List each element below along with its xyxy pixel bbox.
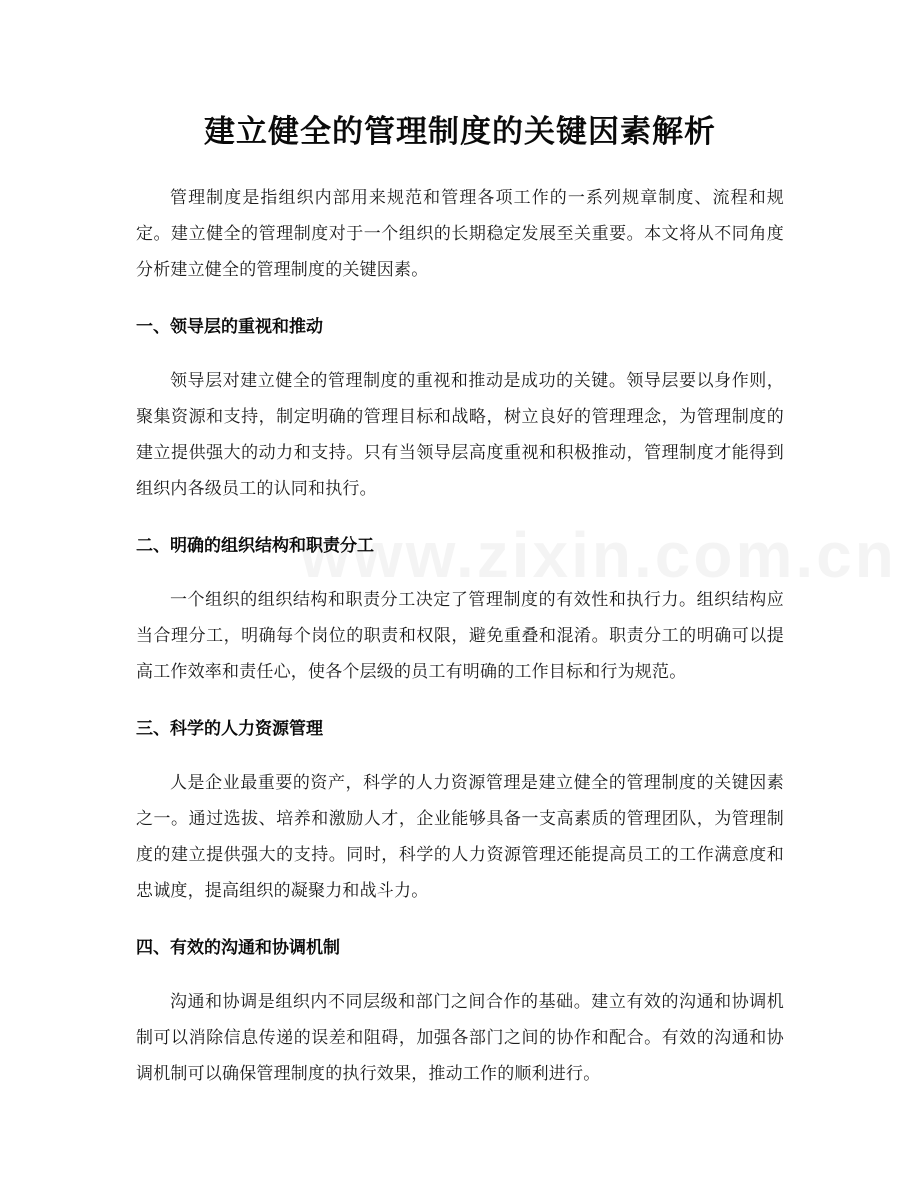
document-title: 建立健全的管理制度的关键因素解析 xyxy=(204,114,716,150)
section-paragraph-1: 领导层对建立健全的管理制度的重视和推动是成功的关键。领导层要以身作则，聚集资源和支持，制定明确的管理目标和战略，树立良好的管理理念，为管理制度的建立提供强大的动力和支持。只有当领导层高度重视和积极推动，管理制度才能得到组织内各级员工的认同和执行。 xyxy=(136,371,784,499)
section-heading-4: 四、有效的沟通和协调机制 xyxy=(136,938,340,958)
document-body xyxy=(136,180,784,1092)
intro-paragraph: 管理制度是指组织内部用来规范和管理各项工作的一系列规章制度、流程和规定。建立健全的管理制度对于一个组织的长期稳定发展至关重要。本文将从不同角度分析建立健全的管理制度的关键因素。 xyxy=(136,188,784,280)
section-paragraph-3: 人是企业最重要的资产，科学的人力资源管理是建立健全的管理制度的关键因素之一。通过选拔、培养和激励人才，企业能够具备一支高素质的管理团队，为管理制度的建立提供强大的支持。同时，科学的人力资源管理还能提高员工的工作满意度和忠诚度，提高组织的凝聚力和战斗力。 xyxy=(136,773,784,901)
section-heading-3: 三、科学的人力资源管理 xyxy=(136,719,323,739)
section-paragraph-4: 沟通和协调是组织内不同层级和部门之间合作的基础。建立有效的沟通和协调机制可以消除信息传递的误差和阻碍，加强各部门之间的协作和配合。有效的沟通和协调机制可以确保管理制度的执行效果，推动工作的顺利进行。 xyxy=(136,992,784,1084)
section-heading-2: 二、明确的组织结构和职责分工 xyxy=(136,536,374,556)
section-paragraph-2: 一个组织的组织结构和职责分工决定了管理制度的有效性和执行力。组织结构应当合理分工，明确每个岗位的职责和权限，避免重叠和混淆。职责分工的明确可以提高工作效率和责任心，使各个层级的员工有明确的工作目标和行为规范。 xyxy=(136,590,784,682)
section-heading-1: 一、领导层的重视和推动 xyxy=(136,317,323,337)
